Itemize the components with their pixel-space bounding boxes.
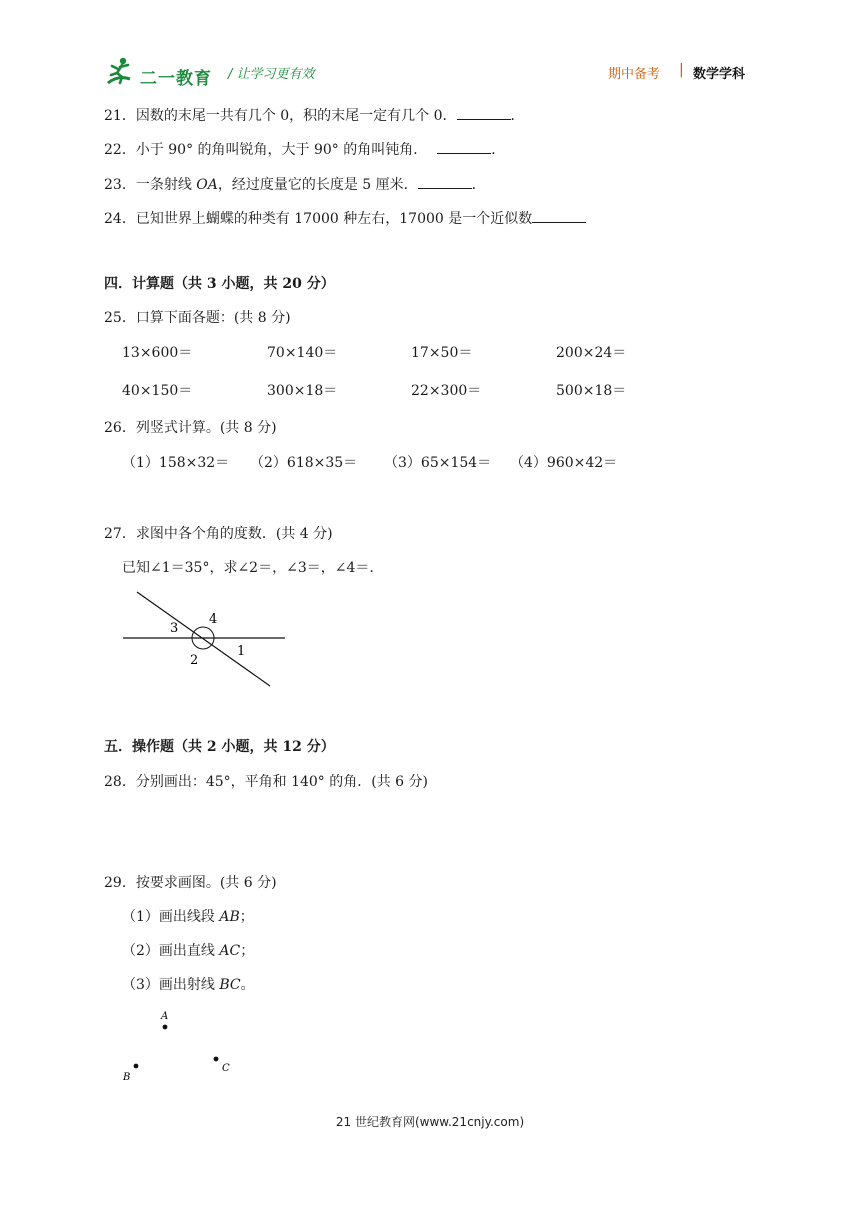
question-27-title: 27．求图中各个角的度数．(共 4 分) <box>104 526 333 542</box>
answer-blank[interactable] <box>418 174 472 189</box>
step-2-suffix: ； <box>240 943 255 959</box>
brand-name: 二一教育 <box>140 69 212 89</box>
answer-blank[interactable] <box>437 139 491 154</box>
mental-math-item: 40×150＝ <box>122 383 193 399</box>
vertical-calc-item: （2）618×35＝ <box>250 455 358 471</box>
question-29-step-3 <box>122 975 255 995</box>
point-c <box>214 1057 219 1062</box>
slogan: / 让学习更有效 <box>228 67 315 82</box>
vertical-calc-item: （1）158×32＝ <box>122 455 230 471</box>
mental-math-item: 22×300＝ <box>411 383 482 399</box>
point-b <box>134 1064 139 1069</box>
question-23-prefix: 23．一条射线 <box>104 177 197 193</box>
line-name: AC <box>219 943 241 959</box>
point-label-b: B <box>123 1072 131 1083</box>
mental-math-item: 200×24＝ <box>556 345 627 361</box>
question-25-title: 25．口算下面各题：(共 8 分) <box>104 310 291 326</box>
angle-label-3: 3 <box>170 621 179 636</box>
question-26-title: 26．列竖式计算。(共 8 分) <box>104 420 277 436</box>
page-footer: 21 世纪教育网(www.21cnjy.com) <box>335 1115 525 1129</box>
mental-math-item: 300×18＝ <box>267 383 338 399</box>
step-3-text: （3）画出射线 <box>122 977 220 993</box>
header-separator: | <box>679 62 684 78</box>
vertical-calc-item: （4）960×42＝ <box>510 455 618 471</box>
angle-label-1: 1 <box>237 644 246 659</box>
step-3-suffix: 。 <box>240 977 255 993</box>
question-21-text: 21．因数的末尾一共有几个 0，积的末尾一定有几个 0． <box>104 108 457 124</box>
step-1-suffix: ； <box>239 909 254 925</box>
runner-logo-icon <box>104 55 134 87</box>
section-4-title: 四．计算题（共 3 小题，共 20 分） <box>104 276 335 292</box>
points-figure <box>115 1005 245 1085</box>
mental-math-item: 500×18＝ <box>556 383 627 399</box>
mental-math-item: 70×140＝ <box>267 345 338 361</box>
segment-name: AB <box>219 909 240 925</box>
question-29-title: 29．按要求画图。(共 6 分) <box>104 875 277 891</box>
point-label-c: C <box>222 1063 230 1074</box>
vertical-calc-item: （3）65×154＝ <box>384 455 492 471</box>
ray-name: OA <box>196 177 218 193</box>
answer-blank[interactable] <box>532 208 586 223</box>
angle-label-4: 4 <box>209 612 218 627</box>
question-21-suffix: ． <box>510 108 525 124</box>
question-22 <box>104 139 505 160</box>
question-28: 28．分别画出：45°，平角和 140° 的角．(共 6 分) <box>104 774 428 790</box>
question-24-text: 24．已知世界上蝴蝶的种类有 17000 种左右，17000 是一个近似数 <box>104 211 533 227</box>
mental-math-item: 13×600＝ <box>122 345 193 361</box>
ray-name: BC <box>219 977 241 993</box>
step-2-text: （2）画出直线 <box>122 943 220 959</box>
point-label-a: A <box>161 1011 169 1022</box>
subject-label: 数学学科 <box>693 67 746 82</box>
point-a <box>163 1025 168 1030</box>
question-29-step-2 <box>122 941 254 961</box>
answer-blank[interactable] <box>457 105 511 120</box>
question-29-step-1 <box>122 907 254 927</box>
question-21 <box>104 105 525 126</box>
question-23-suffix: ． <box>471 177 486 193</box>
question-27-given: 已知∠1＝35°，求∠2＝，∠3＝，∠4＝. <box>122 560 374 576</box>
step-1-text: （1）画出线段 <box>122 909 220 925</box>
question-23 <box>104 174 486 195</box>
question-24 <box>104 208 586 229</box>
question-22-suffix: ． <box>491 142 506 158</box>
slanted-line <box>137 592 270 686</box>
intersecting-lines-figure <box>115 588 295 692</box>
section-5-title: 五．操作题（共 2 小题，共 12 分） <box>104 739 335 755</box>
mental-math-item: 17×50＝ <box>411 345 473 361</box>
exam-tag: 期中备考 <box>608 67 661 82</box>
question-22-text: 22．小于 90° 的角叫锐角，大于 90° 的角叫钝角． <box>104 142 428 158</box>
angle-label-2: 2 <box>190 653 199 668</box>
question-23-rest: ，经过度量它的长度是 5 厘米． <box>217 177 418 193</box>
